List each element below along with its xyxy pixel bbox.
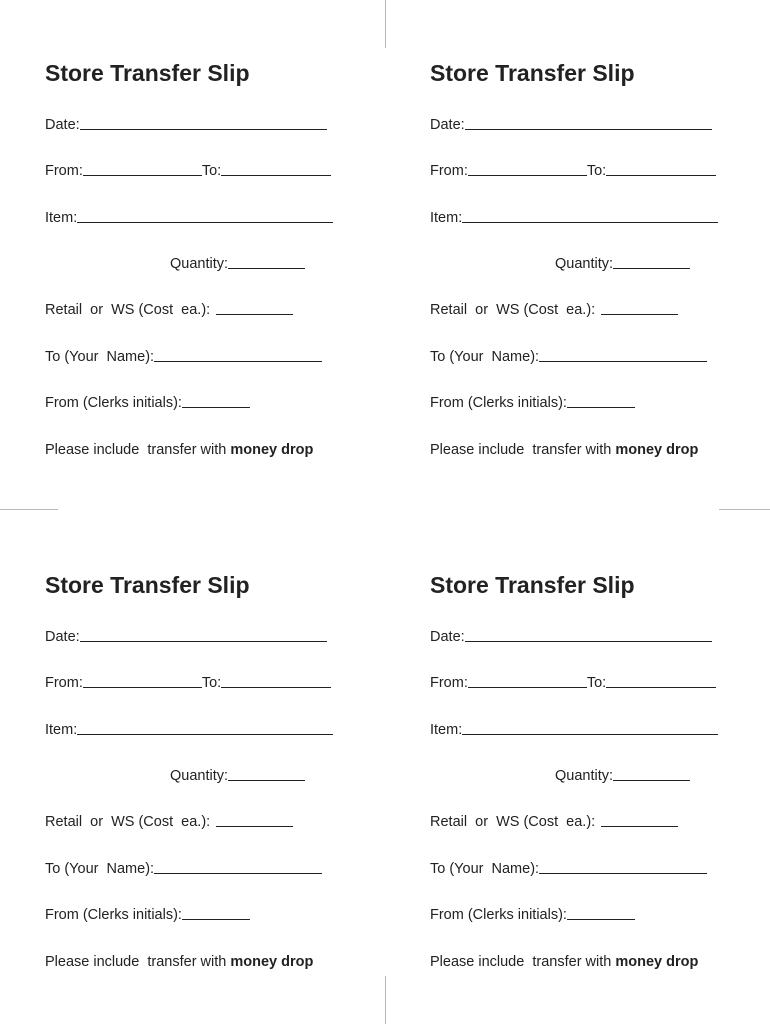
cut-line-top: [385, 0, 386, 48]
retail-label: Retail or WS (Cost ea.):: [45, 814, 211, 830]
your-name-row: [45, 345, 322, 365]
your-name-field[interactable]: [154, 872, 322, 874]
quantity-row: [170, 252, 305, 272]
note-row: [45, 438, 313, 458]
date-field[interactable]: [80, 128, 327, 130]
from-field[interactable]: [83, 686, 202, 688]
clerks-initials-field[interactable]: [182, 406, 250, 408]
transfer-slip-bottom-right: [430, 567, 760, 997]
quantity-field[interactable]: [228, 267, 305, 269]
quantity-field[interactable]: [228, 779, 305, 781]
your-name-label: To (Your Name):: [430, 349, 540, 365]
retail-row: [45, 810, 293, 830]
item-label: Item:: [430, 722, 463, 738]
clerks-initials-row: [45, 903, 250, 923]
your-name-field[interactable]: [154, 360, 322, 362]
your-name-label: To (Your Name):: [45, 349, 155, 365]
date-row: [45, 625, 327, 645]
note-bold-text: money drop: [615, 954, 699, 970]
retail-label: Retail or WS (Cost ea.):: [430, 814, 596, 830]
clerks-initials-field[interactable]: [182, 918, 250, 920]
clerks-initials-row: [45, 391, 250, 411]
quantity-row: [170, 764, 305, 784]
quantity-label: Quantity:: [170, 768, 229, 784]
from-label: From:: [430, 675, 468, 691]
from-field[interactable]: [83, 174, 202, 176]
date-label: Date:: [430, 629, 465, 645]
from-to-row: [430, 159, 716, 179]
your-name-row: [430, 857, 707, 877]
transfer-slip-bottom-left: [45, 567, 375, 997]
clerks-initials-label: From (Clerks initials):: [430, 395, 567, 411]
item-row: [45, 718, 333, 738]
note-row: [45, 950, 313, 970]
item-field[interactable]: [462, 221, 718, 223]
retail-label: Retail or WS (Cost ea.):: [45, 302, 211, 318]
to-label: To:: [586, 163, 607, 179]
transfer-slip-top-left: [45, 55, 375, 485]
item-row: [430, 718, 718, 738]
note-bold-text: money drop: [230, 954, 314, 970]
note-row: [430, 950, 698, 970]
to-label: To:: [201, 675, 222, 691]
from-label: From:: [45, 675, 83, 691]
cut-line-right: [719, 509, 770, 510]
clerks-initials-label: From (Clerks initials):: [45, 395, 182, 411]
from-to-row: [430, 671, 716, 691]
date-field[interactable]: [465, 128, 712, 130]
retail-cost-field[interactable]: [216, 825, 293, 827]
date-label: Date:: [430, 117, 465, 133]
clerks-initials-label: From (Clerks initials):: [430, 907, 567, 923]
from-label: From:: [45, 163, 83, 179]
your-name-field[interactable]: [539, 872, 707, 874]
your-name-label: To (Your Name):: [430, 861, 540, 877]
note-row: [430, 438, 698, 458]
retail-label: Retail or WS (Cost ea.):: [430, 302, 596, 318]
your-name-label: To (Your Name):: [45, 861, 155, 877]
from-to-row: [45, 159, 331, 179]
item-label: Item:: [45, 210, 78, 226]
item-field[interactable]: [77, 221, 333, 223]
clerks-initials-label: From (Clerks initials):: [45, 907, 182, 923]
item-field[interactable]: [77, 733, 333, 735]
date-field[interactable]: [465, 640, 712, 642]
retail-row: [430, 810, 678, 830]
retail-row: [45, 298, 293, 318]
slip-title: Store Transfer Slip: [430, 572, 635, 598]
date-row: [430, 113, 712, 133]
quantity-label: Quantity:: [170, 256, 229, 272]
your-name-field[interactable]: [539, 360, 707, 362]
to-field[interactable]: [221, 686, 331, 688]
from-field[interactable]: [468, 686, 587, 688]
to-label: To:: [201, 163, 222, 179]
clerks-initials-field[interactable]: [567, 918, 635, 920]
date-field[interactable]: [80, 640, 327, 642]
retail-cost-field[interactable]: [601, 313, 678, 315]
quantity-row: [555, 252, 690, 272]
retail-row: [430, 298, 678, 318]
quantity-field[interactable]: [613, 267, 690, 269]
date-row: [430, 625, 712, 645]
item-label: Item:: [430, 210, 463, 226]
item-label: Item:: [45, 722, 78, 738]
from-field[interactable]: [468, 174, 587, 176]
date-label: Date:: [45, 117, 80, 133]
note-bold-text: money drop: [230, 442, 314, 458]
note-text: Please include transfer with: [45, 954, 231, 970]
note-text: Please include transfer with: [45, 442, 231, 458]
date-label: Date:: [45, 629, 80, 645]
cut-line-left: [0, 509, 58, 510]
slip-title: Store Transfer Slip: [45, 572, 250, 598]
item-row: [45, 206, 333, 226]
slip-title: Store Transfer Slip: [45, 60, 250, 86]
retail-cost-field[interactable]: [216, 313, 293, 315]
item-row: [430, 206, 718, 226]
note-bold-text: money drop: [615, 442, 699, 458]
slip-title: Store Transfer Slip: [430, 60, 635, 86]
note-text: Please include transfer with: [430, 954, 616, 970]
from-to-row: [45, 671, 331, 691]
quantity-label: Quantity:: [555, 256, 614, 272]
cut-line-bottom: [385, 976, 386, 1024]
item-field[interactable]: [462, 733, 718, 735]
clerks-initials-row: [430, 391, 635, 411]
note-text: Please include transfer with: [430, 442, 616, 458]
date-row: [45, 113, 327, 133]
to-field[interactable]: [606, 686, 716, 688]
quantity-field[interactable]: [613, 779, 690, 781]
your-name-row: [45, 857, 322, 877]
clerks-initials-field[interactable]: [567, 406, 635, 408]
transfer-slip-top-right: [430, 55, 760, 485]
quantity-label: Quantity:: [555, 768, 614, 784]
quantity-row: [555, 764, 690, 784]
to-field[interactable]: [606, 174, 716, 176]
to-label: To:: [586, 675, 607, 691]
from-label: From:: [430, 163, 468, 179]
retail-cost-field[interactable]: [601, 825, 678, 827]
your-name-row: [430, 345, 707, 365]
clerks-initials-row: [430, 903, 635, 923]
to-field[interactable]: [221, 174, 331, 176]
